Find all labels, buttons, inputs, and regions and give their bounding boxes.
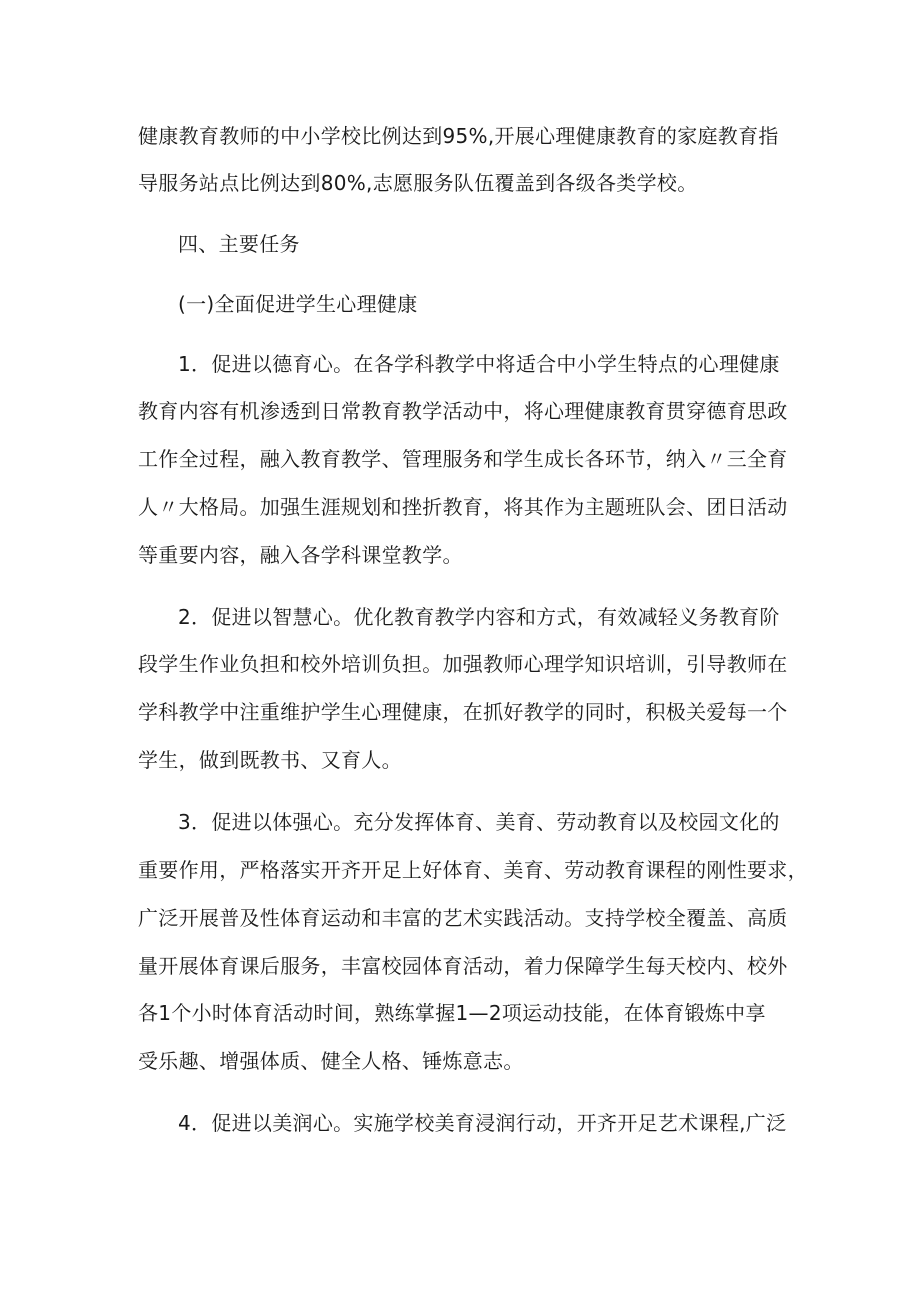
paragraph-1-line: 1．促进以德育心。在各学科教学中将适合中小学生特点的心理健康 [178, 352, 780, 376]
paragraph-3-line: 受乐趣、增强体质、健全人格、锤炼意志。 [138, 1049, 524, 1073]
paragraph-2-line: 学科教学中注重维护学生心理健康，在抓好教学的同时，积极关爱每一个 [138, 700, 788, 724]
paragraph-1-line: 等重要内容，融入各学科课堂教学。 [138, 543, 463, 567]
text-line: 导服务站点比例达到80%,志愿服务队伍覆盖到各级各类学校。 [138, 171, 698, 195]
paragraph-3-line: 3．促进以体强心。充分发挥体育、美育、劳动教育以及校园文化的 [178, 810, 780, 834]
paragraph-2-line: 段学生作业负担和校外培训负担。加强教师心理学知识培训，引导教师在 [138, 652, 788, 676]
paragraph-3-line: 广泛开展普及性体育运动和丰富的艺术实践活动。支持学校全覆盖、高质 [138, 906, 788, 930]
paragraph-1-line: 教育内容有机渗透到日常教育教学活动中，将心理健康教育贯穿德育思政 [138, 399, 788, 423]
paragraph-2-line: 学生，做到既教书、又育人。 [138, 748, 402, 772]
text-line: 健康教育教师的中小学校比例达到95%,开展心理健康教育的家庭教育指 [138, 124, 779, 148]
paragraph-3-line: 量开展体育课后服务，丰富校园体育活动，着力保障学生每天校内、校外 [138, 954, 788, 978]
section-heading: 四、主要任务 [178, 232, 300, 256]
paragraph-1-line: 工作全过程，融入教育教学、管理服务和学生成长各环节，纳入〃三全育 [138, 447, 788, 471]
paragraph-1-line: 人〃大格局。加强生涯规划和挫折教育，将其作为主题班队会、团日活动 [138, 495, 788, 519]
paragraph-3-line: 重要作用，严格落实开齐开足上好体育、美育、劳动教育课程的刚性要求， [138, 858, 808, 882]
paragraph-2-line: 2．促进以智慧心。优化教育教学内容和方式，有效减轻义务教育阶 [178, 605, 780, 629]
paragraph-3-line: 各1个小时体育活动时间，熟练掌握1—2项运动技能，在体育锻炼中享 [138, 1001, 766, 1025]
paragraph-4-line: 4．促进以美润心。实施学校美育浸润行动，开齐开足艺术课程,广泛 [178, 1111, 787, 1135]
subsection-heading: (一)全面促进学生心理健康 [178, 292, 418, 316]
